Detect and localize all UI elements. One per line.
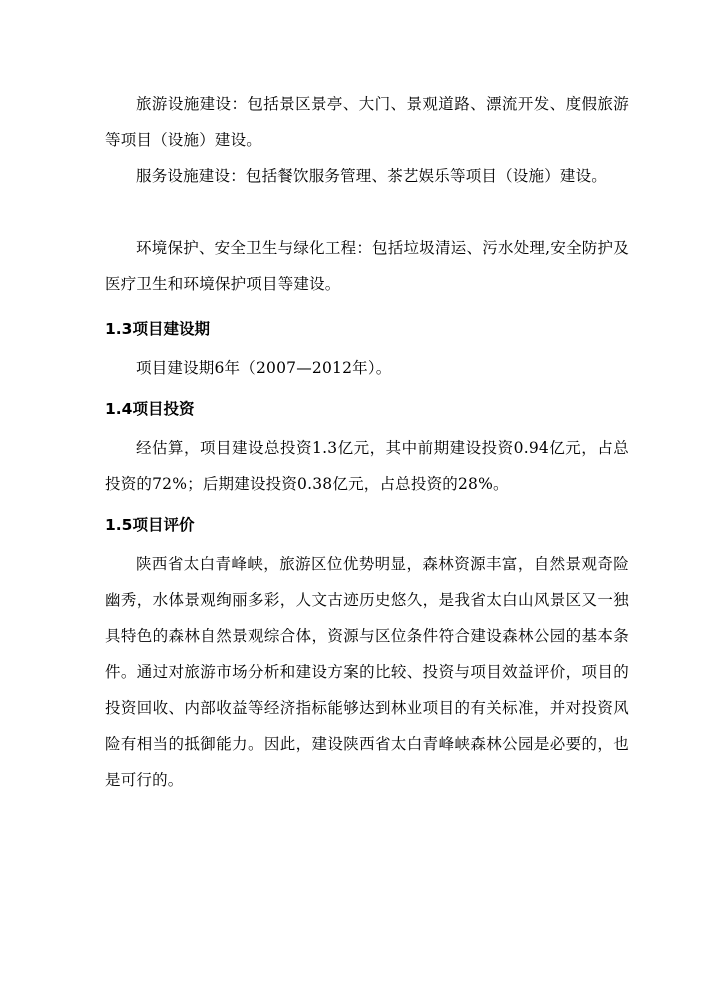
paragraph-evaluation: 陕西省太白青峰峡，旅游区位优势明显，森林资源丰富，自然景观奇险幽秀，水体景观绚丽多彩，人文古迹历史悠久，是我省太白山风景区又一独具特色的森林自然景观综合体，资源与区位条件符合建设森林公园的基本条件。通过对旅游市场分析和建设方案的比较、投资与项目效益评价，项目的投资回收、内部收益等经济指标能够达到林业项目的有关标准，并对投资风险有相当的抵御能力。因此，建设陕西省太白青峰峡森林公园是必要的，也是可行的。 <box>105 555 629 789</box>
paragraph-environment: 环境保护、安全卫生与绿化工程：包括垃圾清运、污水处理,安全防护及医疗卫生和环境保护项目等建设。 <box>105 239 629 293</box>
section-heading-evaluation: 1.5项目评价 <box>105 516 195 534</box>
paragraph-investment: 经估算，项目建设总投资1.3亿元，其中前期建设投资0.94亿元，占总投资的72%；后期建设投资0.38亿元，占总投资的28%。 <box>105 439 629 493</box>
section-heading-construction-period: 1.3项目建设期 <box>105 320 210 338</box>
paragraph-service-facilities: 服务设施建设：包括餐饮服务管理、茶艺娱乐等项目（设施）建设。 <box>136 167 608 185</box>
section-heading-investment: 1.4项目投资 <box>105 400 195 418</box>
paragraph-tourism-facilities: 旅游设施建设：包括景区景亭、大门、景观道路、漂流开发、度假旅游等项目（设施）建设。 <box>105 95 629 149</box>
paragraph-construction-period: 项目建设期6年（2007—2012年）。 <box>136 359 392 377</box>
